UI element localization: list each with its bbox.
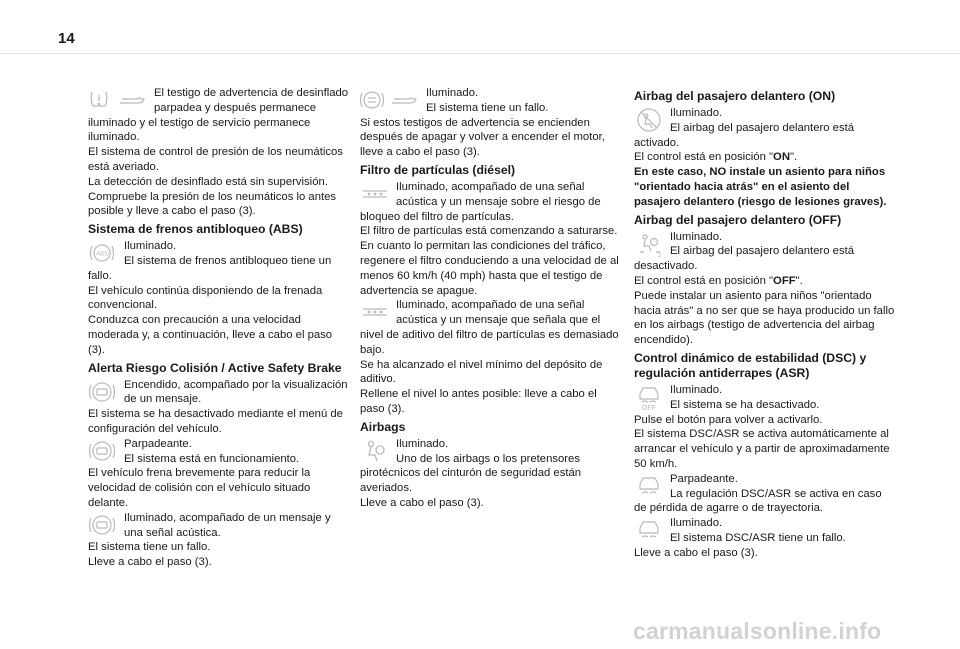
- airbag-on-lit: Iluminado.: [670, 107, 723, 119]
- dsc-reactivate: Pulse el botón para volver a activarlo.: [634, 413, 823, 426]
- collision-alert-fault-icon: [88, 511, 118, 539]
- tpms-action: Compruebe la presión de los neumáticos lo antes posible y lleve a cabo el paso (3).: [88, 190, 337, 218]
- airbag-on-heading: Airbag del pasajero delantero (ON): [634, 89, 836, 103]
- acsb-flashing: Parpadeante.: [124, 437, 192, 450]
- acsb-braking: El vehículo frena brevemente para reducir la velocidad de colisión con el vehículo situado delante.: [88, 467, 311, 509]
- header-divider: [0, 53, 960, 54]
- airbags-block: [360, 437, 622, 496]
- airbags-heading: Airbags: [360, 419, 406, 434]
- top-action: Si estos testigos de advertencia se encienden después de apagar y volver a encender el motor, lleve a cabo el paso (3).: [360, 116, 605, 159]
- dsc-deactivated: El sistema se ha desactivado.: [670, 398, 820, 411]
- abs-icon: [88, 239, 118, 267]
- abs-fault: El sistema de frenos antibloqueo tiene un fallo.: [88, 254, 332, 282]
- passenger-airbag-off-icon: [634, 230, 664, 258]
- dpf-refill: Rellene el nivel lo antes posible: lleve a cabo el paso (3).: [360, 388, 597, 415]
- svg-text:2: 2: [658, 252, 662, 258]
- dpf-regenerate: En cuanto lo permitan las condiciones del tráfico, regenere el filtro conduciendo a una velocidad de al menos 60 km/h (40 mph) hasta que el testigo de advertencia se apague.: [360, 240, 619, 297]
- abs-action: Conduzca con precaución a una velocidad moderada y, a continuación, lleve a cabo el paso (3).: [88, 314, 333, 356]
- airbag-on-block: [634, 106, 896, 150]
- top-lit: Iluminado.: [426, 87, 479, 99]
- abs-lit: Iluminado.: [124, 240, 177, 253]
- top-block: [360, 86, 622, 116]
- airbag-off-block: [634, 230, 896, 274]
- collision-alert-flashing-icon: [88, 437, 118, 465]
- airbag-icon: [360, 437, 390, 465]
- airbags-lit: Iluminado.: [396, 437, 449, 450]
- dpf-block-a: [360, 180, 622, 224]
- acsb-deactivated: El sistema se ha desactivado mediante el menú de configuración del vehículo.: [88, 408, 343, 435]
- airbag-on-active: El airbag del pasajero delantero está activado.: [634, 121, 855, 149]
- dsc-auto: El sistema DSC/ASR se activa automáticamente al arrancar el vehículo y a partir de aproximadamente 50 km/h.: [634, 428, 890, 470]
- dsc-heading: Control dinámico de estabilidad (DSC) y regulación antiderrapes (ASR): [634, 350, 867, 380]
- tpms-unsupervised: La detección de desinflado está sin supervisión.: [88, 175, 328, 188]
- dsc-flashing-icon: [634, 472, 664, 500]
- dsc-block-c: [634, 516, 896, 546]
- watermark: carmanualsonline.info: [633, 618, 882, 644]
- acsb-fault: El sistema tiene un fallo.: [88, 541, 211, 554]
- tyre-pressure-warning-icon: [88, 86, 148, 114]
- svg-text:ABS: ABS: [95, 251, 109, 258]
- airbag-off-childseat: Puede instalar un asiento para niños "orientado hacia atrás" a no ser que se haya producido un fallo en los airbags (testigo de advertencia del airbag encendido).: [634, 289, 895, 347]
- additive-level-icon: [360, 298, 390, 326]
- abs-heading: Sistema de frenos antibloqueo (ABS): [88, 222, 303, 237]
- airbag-on-warning: En este caso, NO instale un asiento para niños "orientado hacia atrás" en el asiento del pasajero delantero (riesgo de lesiones graves).: [634, 166, 887, 208]
- tpms-fault: El sistema de control de presión de los neumáticos está averiado.: [88, 146, 343, 173]
- dsc-block-b: [634, 472, 896, 516]
- airbag-off-heading: Airbag del pasajero delantero (OFF): [634, 212, 842, 227]
- acsb-operating: El sistema está en funcionamiento.: [124, 452, 300, 465]
- column-1: [88, 86, 350, 570]
- tpms-text: El testigo de advertencia de desinflado parpadea y después permanece iluminado y el testigo de servicio permanece iluminado.: [88, 87, 349, 144]
- acsb-heading: Alerta Riesgo Colisión / Active Safety Brake: [88, 360, 342, 375]
- dsc-off-icon: [634, 383, 664, 411]
- airbags-fault: Uno de los airbags o los pretensores pirotécnicos del cinturón de seguridad están averiados.: [360, 452, 582, 495]
- collision-alert-icon: [88, 378, 118, 406]
- acsb-block-b: [88, 437, 350, 467]
- dpf-lit-sound: Iluminado, acompañado de una señal acústica y un mensaje sobre el riesgo de bloqueo del filtro de partículas.: [360, 180, 601, 223]
- particle-filter-icon: [360, 180, 390, 208]
- dsc-fault: El sistema DSC/ASR tiene un fallo.: [670, 531, 846, 544]
- page-number: 14: [58, 30, 75, 47]
- dsc-flashing: Parpadeante.: [670, 472, 738, 485]
- acsb-on-text: Encendido, acompañado por la visualización de un mensaje.: [124, 378, 348, 406]
- airbag-off-inactive: El airbag del pasajero delantero está desactivado.: [634, 245, 855, 273]
- dsc-fault-lit: Iluminado.: [670, 517, 723, 530]
- brake-service-icons: [360, 86, 420, 114]
- acsb-action: Lleve a cabo el paso (3).: [88, 556, 212, 569]
- dpf-heading: Filtro de partículas (diésel): [360, 162, 516, 177]
- dpf-additive-min: Se ha alcanzado el nivel mínimo del depósito de aditivo.: [360, 358, 603, 386]
- dpf-block-b: [360, 298, 622, 357]
- abs-conventional: El vehículo continúa disponiendo de la frenada convencional.: [88, 284, 323, 312]
- acsb-block-a: [88, 378, 350, 408]
- column-3: [634, 86, 896, 561]
- abs-block: [88, 239, 350, 283]
- airbag-off-lit: Iluminado.: [670, 230, 723, 243]
- passenger-airbag-on-icon: [634, 106, 664, 134]
- dsc-off-label: OFF: [642, 404, 656, 412]
- airbag-off-position: El control está en posición "OFF".: [634, 274, 803, 287]
- dsc-lit: Iluminado.: [670, 383, 723, 396]
- dpf-saturating: El filtro de partículas está comenzando a saturarse.: [360, 225, 618, 238]
- dsc-regulating: La regulación DSC/ASR se activa en caso de pérdida de agarre o de trayectoria.: [634, 487, 882, 515]
- airbag-on-position: El control está en posición "ON".: [634, 151, 798, 164]
- acsb-lit-sound: Iluminado, acompañado de un mensaje y una señal acústica.: [124, 511, 331, 539]
- dsc-action: Lleve a cabo el paso (3).: [634, 546, 758, 559]
- dpf-additive-low: Iluminado, acompañado de una señal acústica y un mensaje que señala que el nivel de aditivo del filtro de partículas es demasiado bajo.: [360, 299, 619, 356]
- dsc-block-a: [634, 383, 896, 413]
- airbags-action: Lleve a cabo el paso (3).: [360, 496, 484, 509]
- column-2: [360, 86, 622, 511]
- top-fault: El sistema tiene un fallo.: [426, 101, 549, 114]
- acsb-block-c: [88, 511, 350, 541]
- tpms-block: [88, 86, 350, 145]
- dsc-fault-icon: [634, 516, 664, 544]
